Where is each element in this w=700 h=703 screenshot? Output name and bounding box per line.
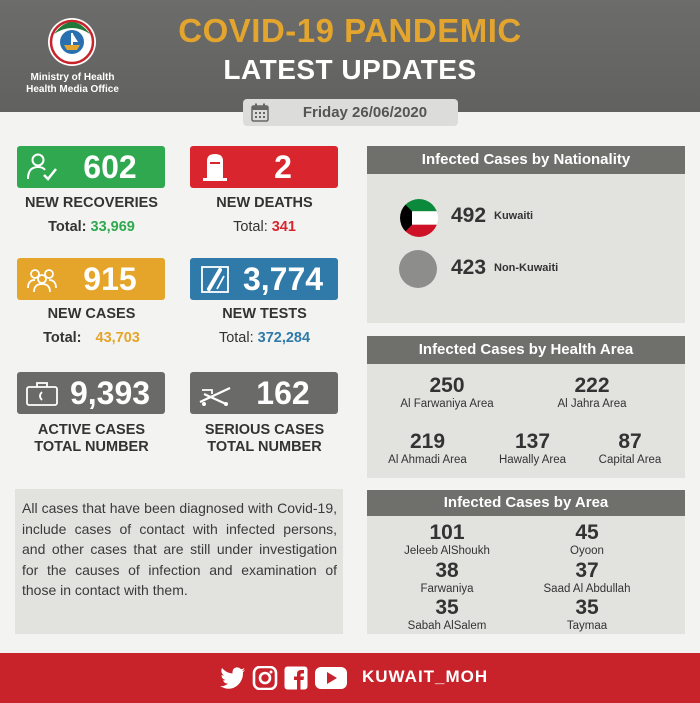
area-value: 35 xyxy=(435,596,459,619)
active-cases-box xyxy=(17,372,165,414)
serious-cases-label-line1: SERIOUS CASES xyxy=(204,422,325,438)
area-label: Jeleeb AlShoukh xyxy=(404,545,490,557)
cases-value: 915 xyxy=(83,261,137,297)
health-area-panel-title: Infected Cases by Health Area xyxy=(367,336,685,364)
area-item xyxy=(527,596,647,633)
area-label: Farwaniya xyxy=(420,583,474,595)
recoveries-total xyxy=(10,219,173,235)
area-value: 37 xyxy=(575,559,599,582)
tests-total xyxy=(183,330,346,346)
area-value: 35 xyxy=(575,596,599,619)
facebook-icon[interactable] xyxy=(283,666,309,690)
kuwait-moh-logo xyxy=(44,12,100,68)
header xyxy=(0,0,700,112)
non-kuwaiti-label: Non-Kuwaiti xyxy=(494,262,559,274)
serious-cases-label xyxy=(183,422,346,456)
recoveries-label: NEW RECOVERIES xyxy=(25,195,158,211)
area-item xyxy=(527,559,647,596)
recoveries-box xyxy=(17,146,165,188)
cases-label: NEW CASES xyxy=(47,306,136,322)
nationality-panel xyxy=(367,174,685,323)
nationality-panel-title: Infected Cases by Nationality xyxy=(367,146,685,174)
area-label: Sabah AlSalem xyxy=(407,620,487,632)
area-label: Oyoon xyxy=(570,545,604,557)
total-label: Total: xyxy=(218,330,254,346)
youtube-icon[interactable] xyxy=(314,666,348,690)
health-area-item xyxy=(532,374,652,411)
kuwaiti-label: Kuwaiti xyxy=(494,210,534,222)
health-area-label: Al Farwaniya Area xyxy=(400,398,494,410)
calendar-icon xyxy=(251,103,269,122)
area-value: 101 xyxy=(429,521,465,544)
active-cases-label xyxy=(10,422,173,456)
area-value: 38 xyxy=(435,559,459,582)
coffin-icon xyxy=(198,152,232,182)
health-area-item xyxy=(387,374,507,411)
tests-total-value: 372,284 xyxy=(257,330,311,346)
non-kuwaiti-value: 423 xyxy=(451,256,487,279)
area-value: 45 xyxy=(575,521,599,544)
health-area-value: 250 xyxy=(429,374,465,397)
area-item xyxy=(387,596,507,633)
recoveries-total-value: 33,969 xyxy=(90,219,135,235)
media-office-line: Health Media Office xyxy=(26,84,119,95)
cases-total xyxy=(10,330,173,346)
area-panel xyxy=(367,516,685,634)
area-label: Taymaa xyxy=(566,620,608,632)
health-area-item xyxy=(375,430,480,467)
people-group-icon xyxy=(25,264,59,294)
active-cases-label-line1: ACTIVE CASES xyxy=(37,422,146,438)
hospital-bed-icon xyxy=(198,378,232,408)
date-bar xyxy=(243,99,458,126)
total-label: Total: xyxy=(43,330,82,346)
health-area-value: 87 xyxy=(618,430,642,453)
tests-box xyxy=(190,258,338,300)
health-area-item xyxy=(585,430,675,467)
health-area-item xyxy=(485,430,580,467)
page-title: COVID-19 PANDEMIC xyxy=(178,12,522,49)
ministry-line: Ministry of Health xyxy=(30,72,115,83)
recoveries-value: 602 xyxy=(83,149,137,185)
non-kuwaiti-marker xyxy=(399,250,437,288)
kuwaiti-value: 492 xyxy=(451,204,487,227)
health-area-value: 137 xyxy=(514,430,551,453)
kuwait-flag-icon xyxy=(399,198,439,238)
deaths-value: 2 xyxy=(274,149,292,185)
instagram-icon[interactable] xyxy=(252,666,278,690)
health-area-value: 222 xyxy=(574,374,610,397)
recovered-person-icon xyxy=(25,152,59,182)
serious-cases-label-line2: TOTAL NUMBER xyxy=(207,439,322,455)
deaths-label: NEW DEATHS xyxy=(216,195,313,211)
deaths-total xyxy=(183,219,346,235)
test-tube-icon xyxy=(198,264,232,294)
health-area-label: Capital Area xyxy=(598,454,662,466)
health-area-panel xyxy=(367,364,685,478)
social-handle[interactable]: KUWAIT_MOH xyxy=(362,667,489,686)
ministry-name xyxy=(10,72,135,96)
deaths-total-value: 341 xyxy=(271,219,296,235)
area-item xyxy=(387,559,507,596)
tests-label: NEW TESTS xyxy=(222,306,307,322)
medical-bag-icon xyxy=(25,378,59,408)
cases-box xyxy=(17,258,165,300)
deaths-box xyxy=(190,146,338,188)
info-note: All cases that have been diagnosed with Covid-19, include cases of contact with infected persons, and other cases that are still under investigation for the causes of infection and examination of those in contact with them. xyxy=(15,489,343,634)
total-label: Total: xyxy=(48,219,87,235)
health-area-label: Al Ahmadi Area xyxy=(388,454,467,466)
cases-total-value: 43,703 xyxy=(95,330,140,346)
active-cases-value: 9,393 xyxy=(69,375,151,411)
health-area-value: 219 xyxy=(409,430,446,453)
total-label: Total: xyxy=(233,219,268,235)
report-date: Friday 26/06/2020 xyxy=(302,104,428,121)
tests-value: 3,774 xyxy=(242,261,324,297)
health-area-label: Hawally Area xyxy=(498,454,567,466)
page-subtitle: LATEST UPDATES xyxy=(223,54,477,85)
serious-cases-box xyxy=(190,372,338,414)
active-cases-label-line2: TOTAL NUMBER xyxy=(34,439,149,455)
area-item xyxy=(527,521,647,558)
area-panel-title: Infected Cases by Area xyxy=(367,490,685,516)
health-area-label: Al Jahra Area xyxy=(557,398,627,410)
twitter-icon[interactable] xyxy=(220,666,246,690)
area-item xyxy=(387,521,507,558)
footer xyxy=(0,653,700,703)
area-label: Saad Al Abdullah xyxy=(543,583,631,595)
serious-cases-value: 162 xyxy=(256,375,310,411)
